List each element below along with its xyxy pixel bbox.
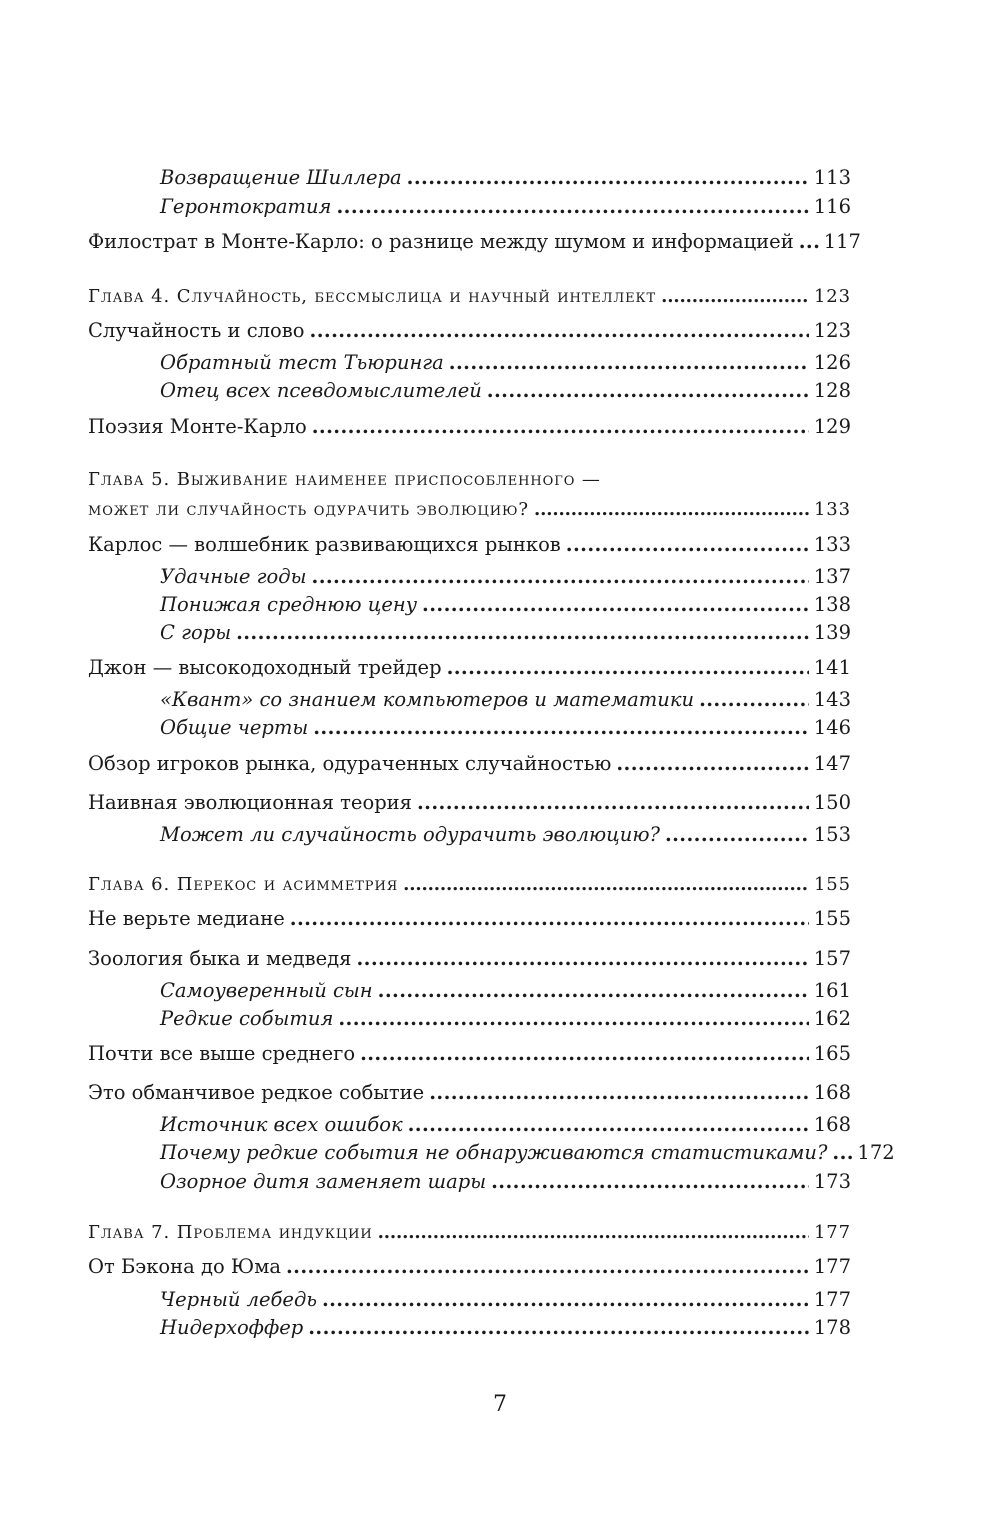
- toc-entry-title: Удачные годы: [160, 565, 307, 588]
- dot-leader: [616, 749, 808, 779]
- toc-page-number: 147: [813, 752, 851, 775]
- toc-entry-title: Поэзия Монте-Карло: [88, 415, 307, 438]
- dot-leader: [236, 618, 809, 648]
- toc-page-number: 153: [813, 823, 851, 846]
- toc-entry-title: Наивная эволюционная теория: [88, 791, 412, 814]
- toc-page-number: 123: [813, 286, 851, 307]
- toc-page-number: 139: [813, 621, 851, 644]
- toc-page-number: 178: [813, 1316, 851, 1339]
- toc-subsection-entry: [160, 590, 851, 620]
- dot-leader: [310, 316, 809, 346]
- toc-entry-title: Общие черты: [160, 716, 309, 739]
- dot-leader: [312, 562, 809, 592]
- toc-section-entry: [88, 1252, 851, 1282]
- toc-entry-title: Почему редкие события не обнаруживаются статистиками?: [160, 1141, 828, 1164]
- dot-leader: [286, 1252, 809, 1282]
- toc-subsection-entry: [160, 618, 851, 648]
- dot-leader: [661, 282, 809, 312]
- toc-chapter-entry: [88, 1218, 851, 1248]
- toc-page-number: 161: [813, 979, 851, 1002]
- toc-page-number: 177: [813, 1222, 851, 1243]
- toc-chapter-entry: [88, 282, 851, 312]
- toc-entry-title: Случайность и слово: [88, 319, 305, 342]
- toc-subsection-entry: [160, 976, 851, 1006]
- toc-page-number: 155: [813, 907, 851, 930]
- toc-page-number: 177: [813, 1288, 851, 1311]
- toc-section-entry: [88, 904, 851, 934]
- toc-subsection-entry: [160, 376, 851, 406]
- toc-subsection-entry: [160, 1313, 851, 1343]
- dot-leader: [360, 1039, 809, 1069]
- toc-entry-title: Джон — высокодоходный трейдер: [88, 656, 442, 679]
- dot-leader: [699, 685, 809, 715]
- toc-entry-title: От Бэкона до Юма: [88, 1255, 281, 1278]
- toc-section-entry: [88, 412, 851, 442]
- toc-page-number: 116: [813, 195, 851, 218]
- toc-section-entry: [88, 1039, 851, 1069]
- toc-section-entry: [88, 749, 851, 779]
- toc-entry-title: Глава 7. Проблема индукции: [88, 1222, 373, 1243]
- toc-subsection-entry: [160, 1138, 895, 1168]
- toc-page-number: 129: [813, 415, 851, 438]
- toc-section-entry: [88, 227, 861, 257]
- toc-entry-title: Это обманчивое редкое событие: [88, 1081, 425, 1104]
- toc-page-number: 133: [813, 499, 851, 520]
- dot-leader: [408, 1110, 809, 1140]
- toc-chapter-title-continued: может ли случайность одурачить эволюцию?: [88, 499, 529, 520]
- toc-subsection-entry: [160, 192, 851, 222]
- toc-subsection-entry: [160, 820, 851, 850]
- toc-entry-title: Озорное дитя заменяет шары: [160, 1170, 487, 1193]
- toc-entry-title: Обзор игроков рынка, одураченных случайностью: [88, 752, 612, 775]
- dot-leader: [491, 1167, 809, 1197]
- toc-entry-title: Может ли случайность одурачить эволюцию?: [160, 823, 660, 846]
- toc-chapter-entry: [88, 495, 851, 525]
- toc-page-number: 168: [813, 1081, 851, 1104]
- dot-leader: [312, 412, 809, 442]
- toc-entry-title: Источник всех ошибок: [160, 1113, 403, 1136]
- toc-page-number: 146: [813, 716, 851, 739]
- toc-page-number: 123: [813, 319, 851, 342]
- toc-page-number: 141: [813, 656, 851, 679]
- dot-leader: [566, 530, 809, 560]
- toc-section-entry: [88, 316, 851, 346]
- toc-entry-title: Геронтократия: [160, 195, 332, 218]
- dot-leader: [487, 376, 809, 406]
- toc-page-number: 157: [813, 947, 851, 970]
- toc-subsection-entry: [160, 1285, 851, 1315]
- toc-entry-title: Понижая среднюю цену: [160, 593, 418, 616]
- toc-entry-title: Черный лебедь: [160, 1288, 317, 1311]
- toc-page-number: 128: [813, 379, 851, 402]
- page-number: 7: [493, 1392, 507, 1417]
- dot-leader: [534, 495, 809, 525]
- toc-subsection-entry: [160, 685, 851, 715]
- toc-subsection-entry: [160, 713, 851, 743]
- toc-chapter-title: Глава 5. Выживание наименее приспособленного —: [88, 469, 601, 490]
- toc-section-entry: [88, 530, 851, 560]
- dot-leader: [449, 348, 809, 378]
- toc-entry-title: Глава 6. Перекос и асимметрия: [88, 874, 399, 895]
- toc-entry-title: С горы: [160, 621, 232, 644]
- toc-entry-title: Не верьте медиане: [88, 907, 285, 930]
- toc-section-entry: [88, 1078, 851, 1108]
- toc-page-number: 173: [813, 1170, 851, 1193]
- toc-page-number: 126: [813, 351, 851, 374]
- toc-page-number: 133: [813, 533, 851, 556]
- toc-entry-title: Самоуверенный сын: [160, 979, 373, 1002]
- dot-leader: [313, 713, 809, 743]
- toc-page-number: 150: [813, 791, 851, 814]
- toc-page-number: 138: [813, 593, 851, 616]
- toc-subsection-entry: [160, 562, 851, 592]
- dot-leader: [378, 976, 809, 1006]
- dot-leader: [665, 820, 809, 850]
- toc-page-number: 168: [813, 1113, 851, 1136]
- toc-page-number: 143: [813, 688, 851, 711]
- dot-leader: [447, 653, 809, 683]
- toc-chapter-entry: [88, 870, 851, 900]
- dot-leader: [799, 227, 819, 257]
- dot-leader: [290, 904, 809, 934]
- toc-entry-title: Зоология быка и медведя: [88, 947, 352, 970]
- toc-page-number: 137: [813, 565, 851, 588]
- toc-subsection-entry: [160, 1167, 851, 1197]
- dot-leader: [403, 870, 809, 900]
- toc-entry-title: Почти все выше среднего: [88, 1042, 356, 1065]
- toc-subsection-entry: [160, 163, 851, 193]
- toc-section-entry: [88, 944, 851, 974]
- dot-leader: [356, 944, 808, 974]
- toc-subsection-entry: [160, 348, 851, 378]
- toc-page-number: 172: [857, 1141, 895, 1164]
- dot-leader: [429, 1078, 809, 1108]
- toc-page-number: 117: [823, 230, 861, 253]
- toc-page-number: 162: [813, 1007, 851, 1030]
- toc-entry-title: Отец всех псевдомыслителей: [160, 379, 482, 402]
- toc-page-number: 155: [813, 874, 851, 895]
- toc-entry-title: Обратный тест Тьюринга: [160, 351, 444, 374]
- dot-leader: [422, 590, 809, 620]
- toc-page-number: 165: [813, 1042, 851, 1065]
- toc-page-number: 113: [813, 166, 851, 189]
- toc-subsection-entry: [160, 1004, 851, 1034]
- toc-entry-title: Глава 4. Случайность, бессмыслица и научный интеллект: [88, 286, 657, 307]
- toc-section-entry: [88, 653, 851, 683]
- toc-entry-title: Филострат в Монте-Карло: о разнице между шумом и информацией: [88, 230, 794, 253]
- dot-leader: [832, 1138, 852, 1168]
- dot-leader: [417, 788, 809, 818]
- toc-entry-title: Редкие события: [160, 1007, 334, 1030]
- dot-leader: [338, 1004, 808, 1034]
- toc-entry-title: Карлос — волшебник развивающихся рынков: [88, 533, 561, 556]
- dot-leader: [336, 192, 808, 222]
- toc-section-entry: [88, 788, 851, 818]
- toc-entry-title: Возвращение Шиллера: [160, 166, 402, 189]
- dot-leader: [378, 1218, 809, 1248]
- toc-entry-title: «Квант» со знанием компьютеров и математики: [160, 688, 695, 711]
- toc-entry-title: Нидерхоффер: [160, 1316, 304, 1339]
- dot-leader: [322, 1285, 809, 1315]
- toc-subsection-entry: [160, 1110, 851, 1140]
- dot-leader: [407, 163, 809, 193]
- dot-leader: [308, 1313, 809, 1343]
- toc-page-number: 177: [813, 1255, 851, 1278]
